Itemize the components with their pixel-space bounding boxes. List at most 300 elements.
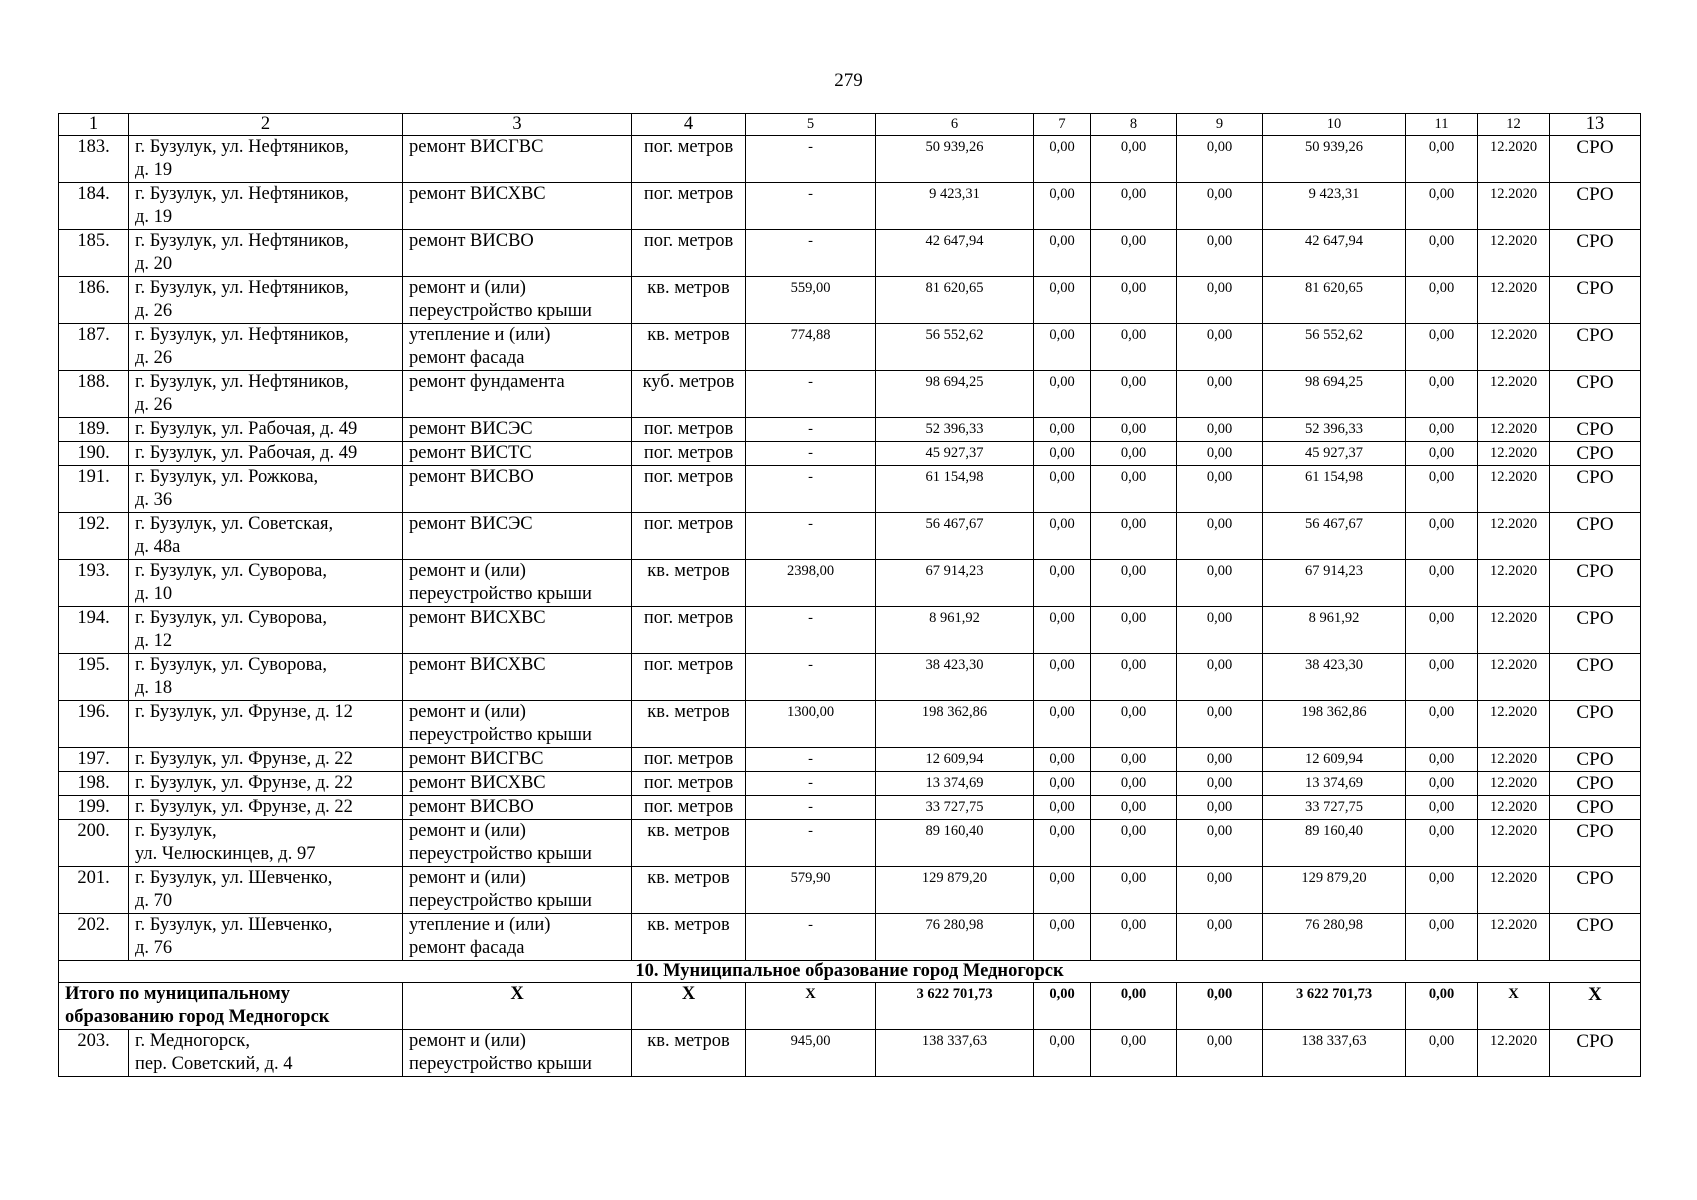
cell-line: переустройство крыши	[409, 301, 592, 321]
cell-line: д. 26	[135, 395, 173, 415]
value-cell-c8: 0,00	[1091, 442, 1177, 466]
table-row	[59, 654, 1641, 701]
header-row	[59, 114, 1641, 136]
total-label	[59, 983, 403, 1030]
unit-cell: пог. метров	[632, 418, 746, 442]
source-cell: СРО	[1550, 371, 1641, 418]
value-cell-c5: -	[746, 371, 876, 418]
total-c5: X	[746, 983, 876, 1030]
value-cell-c10: 61 154,98	[1263, 466, 1406, 513]
value-cell-c7: 0,00	[1034, 277, 1091, 324]
value-cell-c11: 0,00	[1406, 324, 1478, 371]
table-row	[59, 796, 1641, 820]
source-cell: СРО	[1550, 701, 1641, 748]
value-cell-c7: 0,00	[1034, 607, 1091, 654]
total-c11: 0,00	[1406, 983, 1478, 1030]
address-cell	[129, 772, 403, 796]
value-cell-c10: 89 160,40	[1263, 820, 1406, 867]
cell-line: ремонт ВИСХВС	[409, 773, 546, 793]
value-cell-c10: 13 374,69	[1263, 772, 1406, 796]
value-cell-c12: 12.2020	[1478, 230, 1550, 277]
cell-line: г. Бузулук, ул. Суворова,	[135, 561, 327, 581]
column-header: 7	[1034, 114, 1091, 136]
value-cell-c11: 0,00	[1406, 654, 1478, 701]
row-number: 188.	[59, 371, 129, 418]
value-cell-c7: 0,00	[1034, 183, 1091, 230]
source-cell: СРО	[1550, 230, 1641, 277]
value-cell-c11: 0,00	[1406, 772, 1478, 796]
unit-cell: кв. метров	[632, 867, 746, 914]
cell-line: д. 76	[135, 938, 173, 958]
work-type-cell	[403, 796, 632, 820]
total-c9: 0,00	[1177, 983, 1263, 1030]
cell-line: ремонт и (или)	[409, 561, 526, 581]
work-type-cell	[403, 914, 632, 961]
value-cell-c5: -	[746, 230, 876, 277]
cell-line: д. 70	[135, 891, 173, 911]
row-number: 193.	[59, 560, 129, 607]
row-number: 202.	[59, 914, 129, 961]
cell-line: д. 36	[135, 490, 173, 510]
unit-cell: пог. метров	[632, 466, 746, 513]
unit-cell: пог. метров	[632, 136, 746, 183]
cell-line: г. Бузулук, ул. Фрунзе, д. 12	[135, 702, 353, 722]
unit-cell: пог. метров	[632, 748, 746, 772]
work-type-cell	[403, 230, 632, 277]
value-cell-c11: 0,00	[1406, 513, 1478, 560]
source-cell: СРО	[1550, 513, 1641, 560]
table-row	[59, 748, 1641, 772]
work-type-cell	[403, 560, 632, 607]
cell-line: Итого по муниципальному	[65, 984, 290, 1004]
unit-cell: пог. метров	[632, 796, 746, 820]
total-c4: X	[632, 983, 746, 1030]
cell-line: г. Бузулук, ул. Нефтяников,	[135, 278, 349, 298]
address-cell	[129, 136, 403, 183]
work-type-cell	[403, 371, 632, 418]
unit-cell: кв. метров	[632, 701, 746, 748]
value-cell-c12: 12.2020	[1478, 442, 1550, 466]
source-cell: СРО	[1550, 324, 1641, 371]
value-cell-c10: 76 280,98	[1263, 914, 1406, 961]
value-cell-c12: 12.2020	[1478, 183, 1550, 230]
value-cell-c7: 0,00	[1034, 1030, 1091, 1077]
value-cell-c6: 52 396,33	[876, 418, 1034, 442]
cell-line: переустройство крыши	[409, 1054, 592, 1074]
value-cell-c7: 0,00	[1034, 914, 1091, 961]
total-row	[59, 983, 1641, 1030]
work-type-cell	[403, 418, 632, 442]
value-cell-c8: 0,00	[1091, 654, 1177, 701]
value-cell-c9: 0,00	[1177, 914, 1263, 961]
value-cell-c8: 0,00	[1091, 914, 1177, 961]
table-row	[59, 418, 1641, 442]
value-cell-c9: 0,00	[1177, 772, 1263, 796]
value-cell-c8: 0,00	[1091, 560, 1177, 607]
value-cell-c8: 0,00	[1091, 230, 1177, 277]
value-cell-c9: 0,00	[1177, 820, 1263, 867]
address-cell	[129, 466, 403, 513]
unit-cell: пог. метров	[632, 513, 746, 560]
cell-line: переустройство крыши	[409, 891, 592, 911]
column-header: 5	[746, 114, 876, 136]
value-cell-c6: 8 961,92	[876, 607, 1034, 654]
table-row	[59, 1030, 1641, 1077]
cell-line: д. 26	[135, 348, 173, 368]
column-header: 4	[632, 114, 746, 136]
value-cell-c10: 42 647,94	[1263, 230, 1406, 277]
total-c7: 0,00	[1034, 983, 1091, 1030]
address-cell	[129, 820, 403, 867]
section-title: 10. Муниципальное образование город Медногорск	[59, 961, 1641, 983]
value-cell-c11: 0,00	[1406, 230, 1478, 277]
cell-line: г. Бузулук, ул. Рожкова,	[135, 467, 319, 487]
address-cell	[129, 183, 403, 230]
value-cell-c11: 0,00	[1406, 371, 1478, 418]
value-cell-c5: -	[746, 607, 876, 654]
value-cell-c8: 0,00	[1091, 748, 1177, 772]
table-row	[59, 513, 1641, 560]
value-cell-c9: 0,00	[1177, 1030, 1263, 1077]
value-cell-c10: 8 961,92	[1263, 607, 1406, 654]
value-cell-c8: 0,00	[1091, 418, 1177, 442]
cell-line: ремонт и (или)	[409, 1031, 526, 1051]
table-row	[59, 867, 1641, 914]
value-cell-c5: 2398,00	[746, 560, 876, 607]
source-cell: СРО	[1550, 772, 1641, 796]
cell-line: ремонт ВИСЭС	[409, 514, 533, 534]
value-cell-c12: 12.2020	[1478, 371, 1550, 418]
cell-line: переустройство крыши	[409, 844, 592, 864]
cell-line: утепление и (или)	[409, 325, 551, 345]
value-cell-c8: 0,00	[1091, 701, 1177, 748]
table-row	[59, 701, 1641, 748]
value-cell-c11: 0,00	[1406, 820, 1478, 867]
value-cell-c5: -	[746, 914, 876, 961]
value-cell-c6: 56 467,67	[876, 513, 1034, 560]
address-cell	[129, 277, 403, 324]
value-cell-c6: 45 927,37	[876, 442, 1034, 466]
total-c12: X	[1478, 983, 1550, 1030]
work-type-cell	[403, 136, 632, 183]
value-cell-c7: 0,00	[1034, 136, 1091, 183]
value-cell-c9: 0,00	[1177, 418, 1263, 442]
value-cell-c6: 13 374,69	[876, 772, 1034, 796]
value-cell-c6: 67 914,23	[876, 560, 1034, 607]
cell-line: ремонт ВИСТС	[409, 443, 532, 463]
cell-line: ремонт ВИСХВС	[409, 184, 546, 204]
table-row	[59, 466, 1641, 513]
value-cell-c5: -	[746, 513, 876, 560]
value-cell-c12: 12.2020	[1478, 324, 1550, 371]
work-type-cell	[403, 442, 632, 466]
source-cell: СРО	[1550, 442, 1641, 466]
cell-line: д. 12	[135, 631, 173, 651]
value-cell-c10: 50 939,26	[1263, 136, 1406, 183]
cell-line: д. 26	[135, 301, 173, 321]
repair-schedule-table	[58, 113, 1641, 1077]
value-cell-c6: 138 337,63	[876, 1030, 1034, 1077]
cell-line: г. Бузулук, ул. Шевченко,	[135, 915, 333, 935]
table-row	[59, 230, 1641, 277]
value-cell-c7: 0,00	[1034, 748, 1091, 772]
value-cell-c8: 0,00	[1091, 136, 1177, 183]
row-number: 187.	[59, 324, 129, 371]
column-header: 9	[1177, 114, 1263, 136]
cell-line: ремонт ВИСХВС	[409, 608, 546, 628]
row-number: 197.	[59, 748, 129, 772]
value-cell-c5: -	[746, 418, 876, 442]
source-cell: СРО	[1550, 914, 1641, 961]
cell-line: ул. Челюскинцев, д. 97	[135, 844, 316, 864]
unit-cell: пог. метров	[632, 607, 746, 654]
cell-line: г. Бузулук, ул. Нефтяников,	[135, 184, 349, 204]
value-cell-c7: 0,00	[1034, 466, 1091, 513]
value-cell-c5: 559,00	[746, 277, 876, 324]
value-cell-c11: 0,00	[1406, 442, 1478, 466]
value-cell-c8: 0,00	[1091, 1030, 1177, 1077]
value-cell-c7: 0,00	[1034, 654, 1091, 701]
source-cell: СРО	[1550, 136, 1641, 183]
cell-line: ремонт ВИСГВС	[409, 749, 544, 769]
value-cell-c10: 81 620,65	[1263, 277, 1406, 324]
value-cell-c10: 9 423,31	[1263, 183, 1406, 230]
work-type-cell	[403, 513, 632, 560]
table-row	[59, 607, 1641, 654]
value-cell-c8: 0,00	[1091, 513, 1177, 560]
value-cell-c10: 45 927,37	[1263, 442, 1406, 466]
value-cell-c6: 38 423,30	[876, 654, 1034, 701]
value-cell-c12: 12.2020	[1478, 560, 1550, 607]
cell-line: переустройство крыши	[409, 584, 592, 604]
cell-line: г. Бузулук, ул. Фрунзе, д. 22	[135, 749, 353, 769]
table-row	[59, 560, 1641, 607]
cell-line: г. Бузулук, ул. Рабочая, д. 49	[135, 419, 358, 439]
value-cell-c10: 98 694,25	[1263, 371, 1406, 418]
section-title-row	[59, 961, 1641, 983]
value-cell-c9: 0,00	[1177, 183, 1263, 230]
cell-line: ремонт фасада	[409, 938, 525, 958]
value-cell-c10: 56 467,67	[1263, 513, 1406, 560]
value-cell-c9: 0,00	[1177, 371, 1263, 418]
value-cell-c9: 0,00	[1177, 442, 1263, 466]
value-cell-c5: -	[746, 772, 876, 796]
row-number: 196.	[59, 701, 129, 748]
value-cell-c7: 0,00	[1034, 230, 1091, 277]
work-type-cell	[403, 701, 632, 748]
work-type-cell	[403, 748, 632, 772]
row-number: 200.	[59, 820, 129, 867]
cell-line: г. Бузулук, ул. Советская,	[135, 514, 334, 534]
value-cell-c11: 0,00	[1406, 1030, 1478, 1077]
cell-line: ремонт ВИСЭС	[409, 419, 533, 439]
cell-line: ремонт ВИСГВС	[409, 137, 544, 157]
address-cell	[129, 701, 403, 748]
value-cell-c8: 0,00	[1091, 183, 1177, 230]
value-cell-c11: 0,00	[1406, 560, 1478, 607]
cell-line: ремонт и (или)	[409, 278, 526, 298]
column-header: 1	[59, 114, 129, 136]
value-cell-c10: 67 914,23	[1263, 560, 1406, 607]
value-cell-c7: 0,00	[1034, 371, 1091, 418]
value-cell-c9: 0,00	[1177, 867, 1263, 914]
value-cell-c7: 0,00	[1034, 701, 1091, 748]
unit-cell: кв. метров	[632, 277, 746, 324]
work-type-cell	[403, 772, 632, 796]
work-type-cell	[403, 183, 632, 230]
address-cell	[129, 324, 403, 371]
value-cell-c12: 12.2020	[1478, 418, 1550, 442]
value-cell-c5: -	[746, 442, 876, 466]
value-cell-c7: 0,00	[1034, 324, 1091, 371]
column-header: 8	[1091, 114, 1177, 136]
cell-line: д. 10	[135, 584, 173, 604]
value-cell-c12: 12.2020	[1478, 748, 1550, 772]
work-type-cell	[403, 1030, 632, 1077]
value-cell-c11: 0,00	[1406, 867, 1478, 914]
source-cell: СРО	[1550, 1030, 1641, 1077]
unit-cell: кв. метров	[632, 560, 746, 607]
row-number: 194.	[59, 607, 129, 654]
value-cell-c12: 12.2020	[1478, 277, 1550, 324]
work-type-cell	[403, 607, 632, 654]
value-cell-c12: 12.2020	[1478, 867, 1550, 914]
value-cell-c11: 0,00	[1406, 607, 1478, 654]
row-number: 186.	[59, 277, 129, 324]
unit-cell: куб. метров	[632, 371, 746, 418]
value-cell-c8: 0,00	[1091, 466, 1177, 513]
value-cell-c8: 0,00	[1091, 371, 1177, 418]
source-cell: СРО	[1550, 607, 1641, 654]
value-cell-c6: 33 727,75	[876, 796, 1034, 820]
total-c13: X	[1550, 983, 1641, 1030]
value-cell-c6: 12 609,94	[876, 748, 1034, 772]
value-cell-c10: 33 727,75	[1263, 796, 1406, 820]
value-cell-c9: 0,00	[1177, 701, 1263, 748]
cell-line: утепление и (или)	[409, 915, 551, 935]
source-cell: СРО	[1550, 654, 1641, 701]
value-cell-c12: 12.2020	[1478, 654, 1550, 701]
value-cell-c10: 129 879,20	[1263, 867, 1406, 914]
value-cell-c9: 0,00	[1177, 277, 1263, 324]
value-cell-c11: 0,00	[1406, 796, 1478, 820]
value-cell-c9: 0,00	[1177, 607, 1263, 654]
address-cell	[129, 560, 403, 607]
column-header: 3	[403, 114, 632, 136]
row-number: 184.	[59, 183, 129, 230]
row-number: 192.	[59, 513, 129, 560]
value-cell-c6: 56 552,62	[876, 324, 1034, 371]
value-cell-c11: 0,00	[1406, 277, 1478, 324]
value-cell-c6: 61 154,98	[876, 466, 1034, 513]
cell-line: ремонт фундамента	[409, 372, 565, 392]
address-cell	[129, 867, 403, 914]
cell-line: образованию город Медногорск	[65, 1007, 330, 1027]
value-cell-c12: 12.2020	[1478, 466, 1550, 513]
value-cell-c11: 0,00	[1406, 136, 1478, 183]
source-cell: СРО	[1550, 796, 1641, 820]
value-cell-c9: 0,00	[1177, 748, 1263, 772]
value-cell-c5: -	[746, 796, 876, 820]
value-cell-c6: 50 939,26	[876, 136, 1034, 183]
row-number: 203.	[59, 1030, 129, 1077]
cell-line: ремонт ВИСВО	[409, 467, 534, 487]
row-number: 199.	[59, 796, 129, 820]
table-row	[59, 371, 1641, 418]
cell-line: г. Бузулук,	[135, 821, 217, 841]
table-row	[59, 277, 1641, 324]
work-type-cell	[403, 277, 632, 324]
unit-cell: пог. метров	[632, 183, 746, 230]
value-cell-c12: 12.2020	[1478, 607, 1550, 654]
column-header: 11	[1406, 114, 1478, 136]
value-cell-c11: 0,00	[1406, 418, 1478, 442]
address-cell	[129, 371, 403, 418]
cell-line: д. 20	[135, 254, 173, 274]
value-cell-c8: 0,00	[1091, 324, 1177, 371]
value-cell-c7: 0,00	[1034, 796, 1091, 820]
address-cell	[129, 796, 403, 820]
value-cell-c11: 0,00	[1406, 183, 1478, 230]
address-cell	[129, 442, 403, 466]
value-cell-c12: 12.2020	[1478, 1030, 1550, 1077]
value-cell-c12: 12.2020	[1478, 513, 1550, 560]
row-number: 189.	[59, 418, 129, 442]
page-number: 279	[834, 70, 863, 91]
value-cell-c12: 12.2020	[1478, 796, 1550, 820]
work-type-cell	[403, 654, 632, 701]
work-type-cell	[403, 324, 632, 371]
unit-cell: кв. метров	[632, 324, 746, 371]
column-header: 2	[129, 114, 403, 136]
row-number: 195.	[59, 654, 129, 701]
cell-line: ремонт ВИСВО	[409, 231, 534, 251]
row-number: 190.	[59, 442, 129, 466]
address-cell	[129, 418, 403, 442]
table-row	[59, 324, 1641, 371]
cell-line: ремонт ВИСХВС	[409, 655, 546, 675]
table-row	[59, 183, 1641, 230]
value-cell-c12: 12.2020	[1478, 701, 1550, 748]
column-header: 10	[1263, 114, 1406, 136]
value-cell-c12: 12.2020	[1478, 820, 1550, 867]
cell-line: г. Бузулук, ул. Нефтяников,	[135, 137, 349, 157]
value-cell-c5: -	[746, 748, 876, 772]
cell-line: г. Бузулук, ул. Нефтяников,	[135, 372, 349, 392]
work-type-cell	[403, 867, 632, 914]
cell-line: г. Медногорск,	[135, 1031, 250, 1051]
column-header: 12	[1478, 114, 1550, 136]
table-row	[59, 772, 1641, 796]
column-header: 13	[1550, 114, 1641, 136]
table-row	[59, 914, 1641, 961]
cell-line: переустройство крыши	[409, 725, 592, 745]
cell-line: ремонт и (или)	[409, 702, 526, 722]
value-cell-c8: 0,00	[1091, 796, 1177, 820]
work-type-cell	[403, 466, 632, 513]
source-cell: СРО	[1550, 183, 1641, 230]
cell-line: д. 18	[135, 678, 173, 698]
cell-line: ремонт и (или)	[409, 821, 526, 841]
value-cell-c6: 98 694,25	[876, 371, 1034, 418]
total-c6: 3 622 701,73	[876, 983, 1034, 1030]
cell-line: г. Бузулук, ул. Рабочая, д. 49	[135, 443, 358, 463]
row-number: 198.	[59, 772, 129, 796]
cell-line: ремонт ВИСВО	[409, 797, 534, 817]
value-cell-c12: 12.2020	[1478, 772, 1550, 796]
value-cell-c11: 0,00	[1406, 466, 1478, 513]
source-cell: СРО	[1550, 560, 1641, 607]
